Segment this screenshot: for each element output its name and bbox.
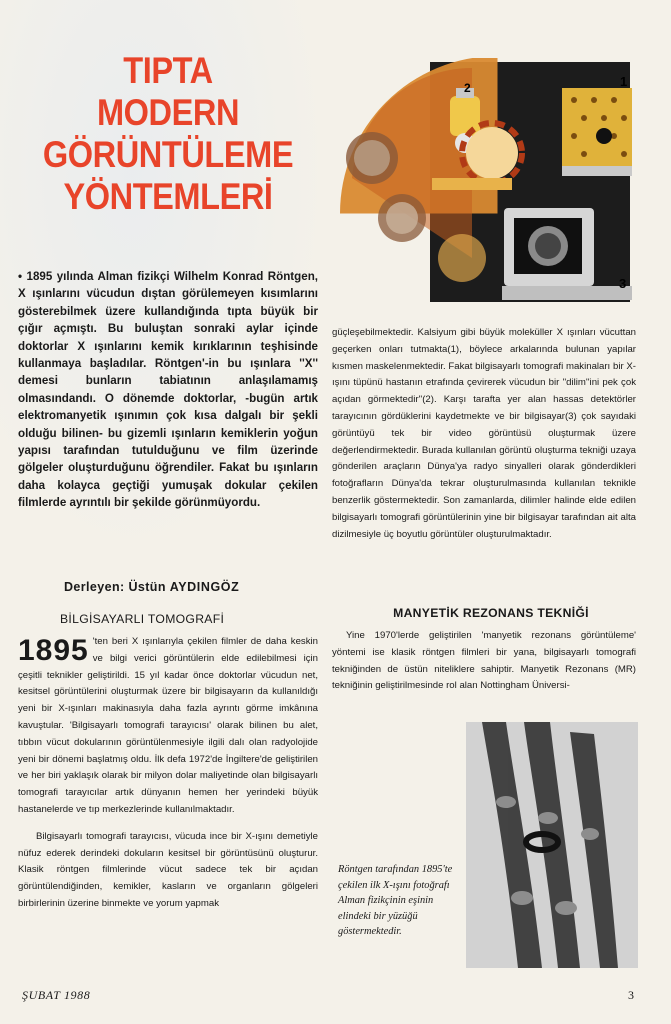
ct-paragraph-2: Bilgisayarlı tomografi tarayıcısı, vücuda ince bir X-ışını demetiyle nüfuz ederek derindeki dokuların kesitsel bir görüntüsünü oluşturur. Klasik röntgen filmlerinde vücut sadece tek bir açıdan görüntülendiğinden, kemikler, kasların ve organların gölgeleri birbirlerinin üzerine binmekte ve yorum yapmak xyxy=(18,830,318,909)
mr-body xyxy=(332,628,636,695)
xray-hand-photo xyxy=(466,722,638,968)
label-2: 2 xyxy=(464,81,471,95)
photo-caption: Röntgen tarafından 1895'te çekilen ilk X-ışını fotoğrafı Alman fizikçinin eşinin elindeki bir yüzüğü göstermektedir. xyxy=(338,864,453,938)
page-number: 3 xyxy=(628,988,634,1002)
column-1-body xyxy=(18,634,318,913)
drop-year: 1895 xyxy=(18,634,89,667)
lead-paragraph: • 1895 yılında Alman fizikçi Wilhelm Konrad Röntgen, X ışınlarını vücudun dıştan görülemeyen kısımlarını gösterebilmek üzere kullandığında tıpta büyük bir çığır açmıştı. Bu buluştan sonraki aylar içinde doktorlar X ışınlarını kemik kırıklarının teşhisinde kullanmaya başladılar. Röntgen'-in bu ışınlara ''X'' demesi bunların tabiatının anlaşılamamış olmasındandı. O dönemde doktorlar, -bugün artık elektromanyetik ışınımın çok kısa dalgalı bir şekli olduğu bilinen- bu gizemli ışınların kemiklerin yoğun yapısı tarafından tutulduğunu ve film üzerinde gölgeler oluşturduğunu öğrendiler. Fakat bu ışınların daha kolayca geçtiği yumuşak dokular çekilen filmlerde ayrıntılı bir şekilde görünmüyordu. xyxy=(18,270,318,510)
title-line-3: GÖRÜNTÜLEME xyxy=(42,134,294,175)
byline xyxy=(64,580,324,594)
keyboard xyxy=(502,286,632,300)
section-heading-ct: BİLGİSAYARLI TOMOGRAFİ xyxy=(60,612,225,626)
article-title xyxy=(36,50,300,218)
mr-paragraph-1: Yine 1970'lerde geliştirilen 'manyetik rezonans görüntüleme' yöntemi ise klasik röntgen filmleri bir yana, bilgisayarlı tomografi tekniğinden de üstün niteliklere sahiptir. Manyetik Rezonans (MR) tekniğinin geliştirilmesinde rol alan Nottingham Üniversi- xyxy=(332,630,636,692)
ct-scanner-illustration xyxy=(332,58,642,320)
x-ray-tube xyxy=(450,96,480,136)
ct-paragraph-1-text: 'ten beri X ışınlarıyla çekilen filmler de daha keskin ve bilgi verici görüntülerin elde edilebilmesi için çeşitli teknikler geliştirildi. 15 yıl kadar önce doktorlar vücudun net, kesitsel görüntülerini oluşturmak üzere bir bilgisayarın da kullanıldığı yeni bir X-ışınları makinasıyla daha fazla ayrıntı görme imkânına kavuştular. 'Bilgisayarlı tomografi tarayıcısı' olarak bilinen bu alet, tıbbın vücut dokularının görüntülenmesiyle ilgili dalı olan radyolojide yeni bir dönemi başlatmış oldu. İlk defa 1972'de İngiltere'de geliştirilen ve her biri yaklaşık olarak bir milyon dolar maliyetinde olan bilgisayarlı tomografi tarayıcılar artık dünyanın hemen her yerindeki büyük hastanelerde ve tıp merkezlerinde kullanılmaktadır. xyxy=(18,636,318,815)
column-2-body xyxy=(332,325,636,543)
section-heading-mr: MANYETİK REZONANS TEKNİĞİ xyxy=(393,606,589,620)
ct-paragraph-1 xyxy=(18,634,318,819)
byline-prefix: Derleyen: Üstün xyxy=(64,580,166,594)
issue-date: ŞUBAT 1988 xyxy=(22,988,91,1002)
patient-head xyxy=(466,127,518,179)
label-1: 1 xyxy=(620,74,628,89)
title-line-1: TIPTA xyxy=(123,50,213,91)
molecule-core xyxy=(596,128,612,144)
title-line-4: YÖNTEMLERİ xyxy=(63,176,273,217)
byline-name: AYDINGÖZ xyxy=(169,580,240,594)
title-line-2: MODERN xyxy=(96,92,240,133)
ct-continuation: güçleşebilmektedir. Kalsiyum gibi büyük moleküller X ışınları vücuttan geçerken onları tutmakta(1), böylece arkalarında bulunan yapılar kısmen maskelenmektedir. Fakat bilgisayarlı tomografi makinaları bir X-ışını tüpünü hastanın etrafında çevirerek vücudun bir ''dilim''ini pek çok açıdan görmektedir''(2). Karşı tarafta yer alan hassas detektörler tarayıcının gördüklerini kaydetmekte ve bir bilgisayar(3) çok sayıdaki görüntüyü tek bir video görüntüsü oluşturmak üzere değerlendirmektedir. Burada kullanılan görüntü oluşturma tekniği uzaya gönderilen araçların Dünya'ya radyo sinyalleri olarak gönderdikleri fotoğrafların Dünya'da tekrar oluşturulmasında kullanılan teknikle benzerlik göstermektedir. Son zamanlarda, dilimler halinde elde edilen bilgisayarlı tomografi görüntülerinin yine bir bilgisayar tarafından ait alta dizilmesiyle üç boyutlu görüntüler oluşturulmaktadır. xyxy=(332,327,636,540)
label-3: 3 xyxy=(619,276,627,291)
